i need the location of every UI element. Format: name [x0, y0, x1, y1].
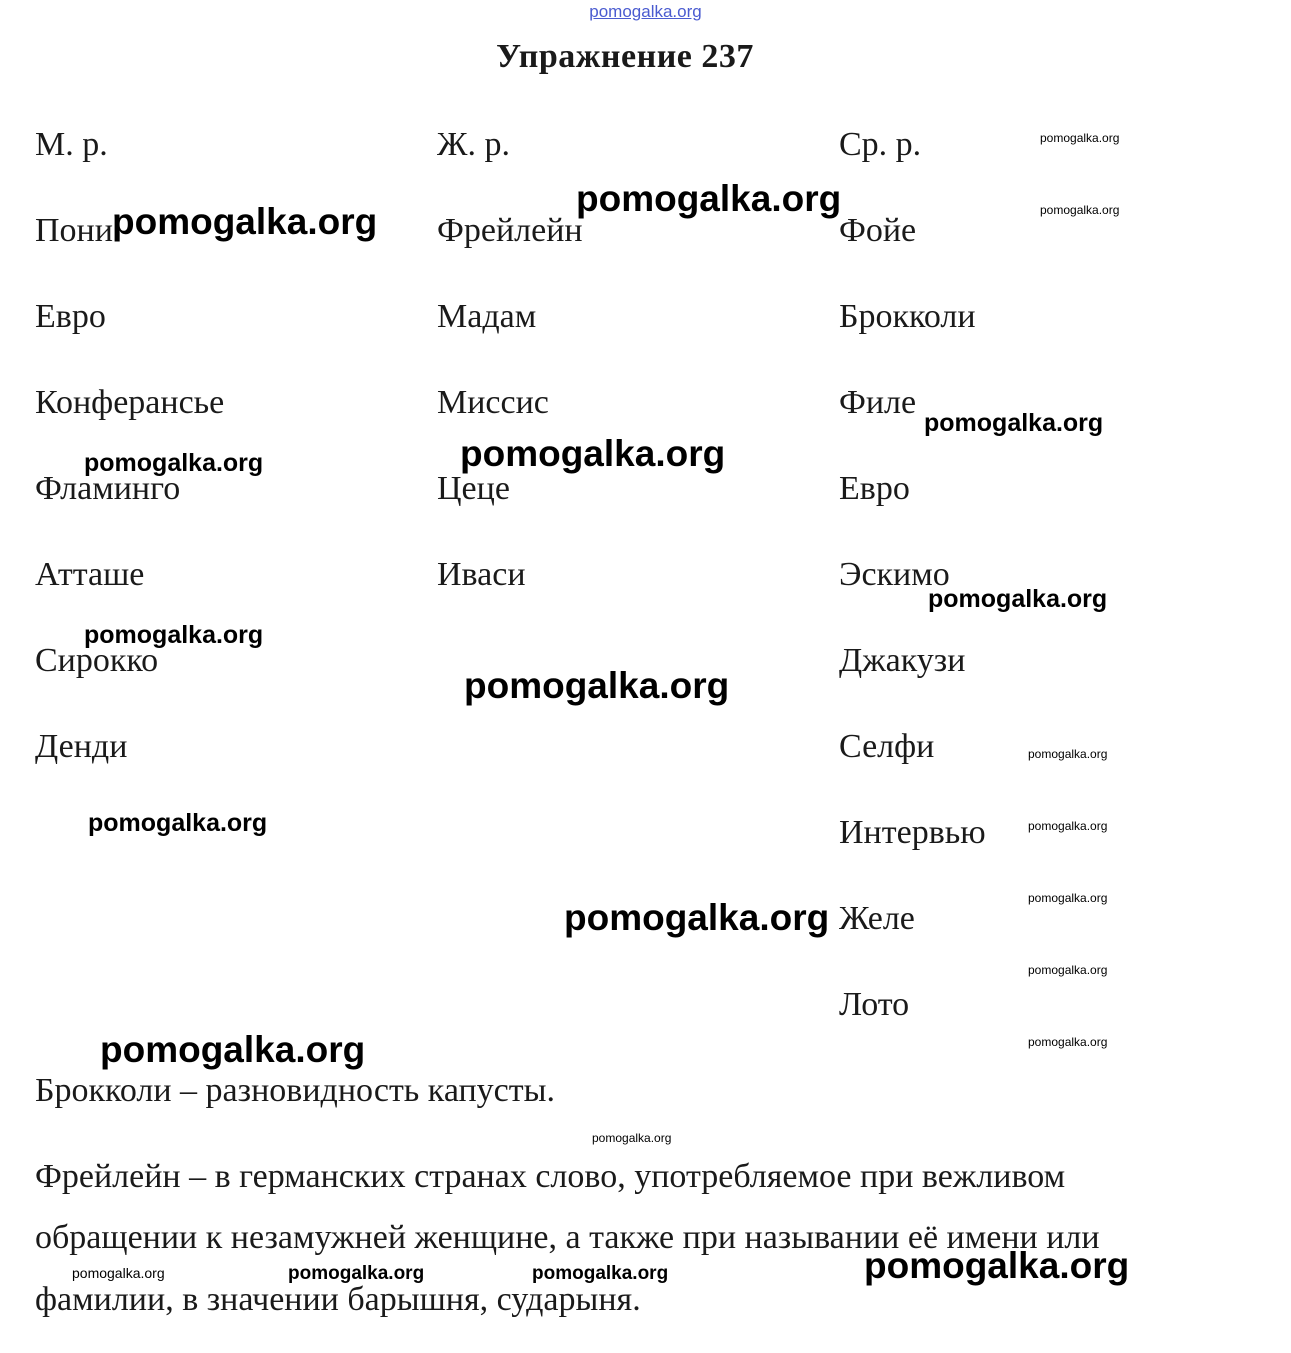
watermark: pomogalka.org	[592, 1131, 672, 1145]
page-title: Упражнение 237	[496, 38, 754, 75]
watermark: pomogalka.org	[460, 433, 726, 474]
heading-masculine: М. р.	[35, 126, 108, 163]
watermark: pomogalka.org	[564, 897, 830, 938]
neut-word: Лото	[839, 986, 910, 1023]
watermark: pomogalka.org	[1040, 131, 1120, 145]
neut-word: Селфи	[839, 728, 935, 765]
neut-word: Желе	[839, 900, 915, 937]
watermark: pomogalka.org	[864, 1245, 1130, 1286]
fem-word: Фрейлейн	[437, 212, 583, 249]
watermark: pomogalka.org	[1028, 819, 1108, 833]
neut-word: Джакузи	[839, 642, 966, 679]
watermark: pomogalka.org	[1028, 747, 1108, 761]
definition-line: Брокколи – разновидность капусты.	[35, 1072, 555, 1109]
fem-word: Мадам	[437, 298, 537, 335]
definition-line: Фрейлейн – в германских странах слово, употребляемое при вежливом	[35, 1158, 1066, 1195]
neut-word: Интервью	[839, 814, 986, 851]
watermark: pomogalka.org	[532, 1263, 669, 1284]
fem-word: Цеце	[437, 470, 510, 507]
masc-word: Евро	[35, 298, 106, 335]
neut-word: Брокколи	[839, 298, 976, 335]
masc-word: Пони	[35, 212, 113, 249]
neut-word: Евро	[839, 470, 910, 507]
masc-word: Денди	[35, 728, 128, 765]
watermark: pomogalka.org	[1028, 963, 1108, 977]
watermark: pomogalka.org	[576, 178, 842, 219]
fem-word: Иваси	[437, 556, 526, 593]
heading-neuter: Ср. р.	[839, 126, 922, 163]
neut-word: Эскимо	[839, 556, 950, 593]
definition-line: обращении к незамужней женщине, а также при назывании её имени или	[35, 1219, 1100, 1256]
watermark: pomogalka.org	[84, 449, 264, 477]
fem-word: Миссис	[437, 384, 549, 421]
watermark: pomogalka.org	[464, 665, 730, 706]
masc-word: Фламинго	[35, 470, 181, 507]
heading-feminine: Ж. р.	[437, 126, 510, 163]
watermark: pomogalka.org	[72, 1265, 165, 1281]
watermark: pomogalka.org	[928, 585, 1108, 613]
watermark: pomogalka.org	[100, 1029, 366, 1070]
neut-word: Филе	[839, 384, 917, 421]
masc-word: Конферансье	[35, 384, 225, 421]
watermark: pomogalka.org	[112, 201, 378, 242]
definition-line: фамилии, в значении барышня, сударыня.	[35, 1281, 641, 1318]
masc-word: Сирокко	[35, 642, 159, 679]
watermark: pomogalka.org	[1028, 1035, 1108, 1049]
watermark: pomogalka.org	[924, 409, 1104, 437]
watermark: pomogalka.org	[84, 621, 264, 649]
top-watermark-link[interactable]: pomogalka.org	[589, 2, 702, 21]
watermark: pomogalka.org	[1028, 891, 1108, 905]
watermark: pomogalka.org	[1040, 203, 1120, 217]
neut-word: Фойе	[839, 212, 917, 249]
watermark: pomogalka.org	[288, 1263, 425, 1284]
masc-word: Атташе	[35, 556, 145, 593]
watermark: pomogalka.org	[88, 809, 268, 837]
